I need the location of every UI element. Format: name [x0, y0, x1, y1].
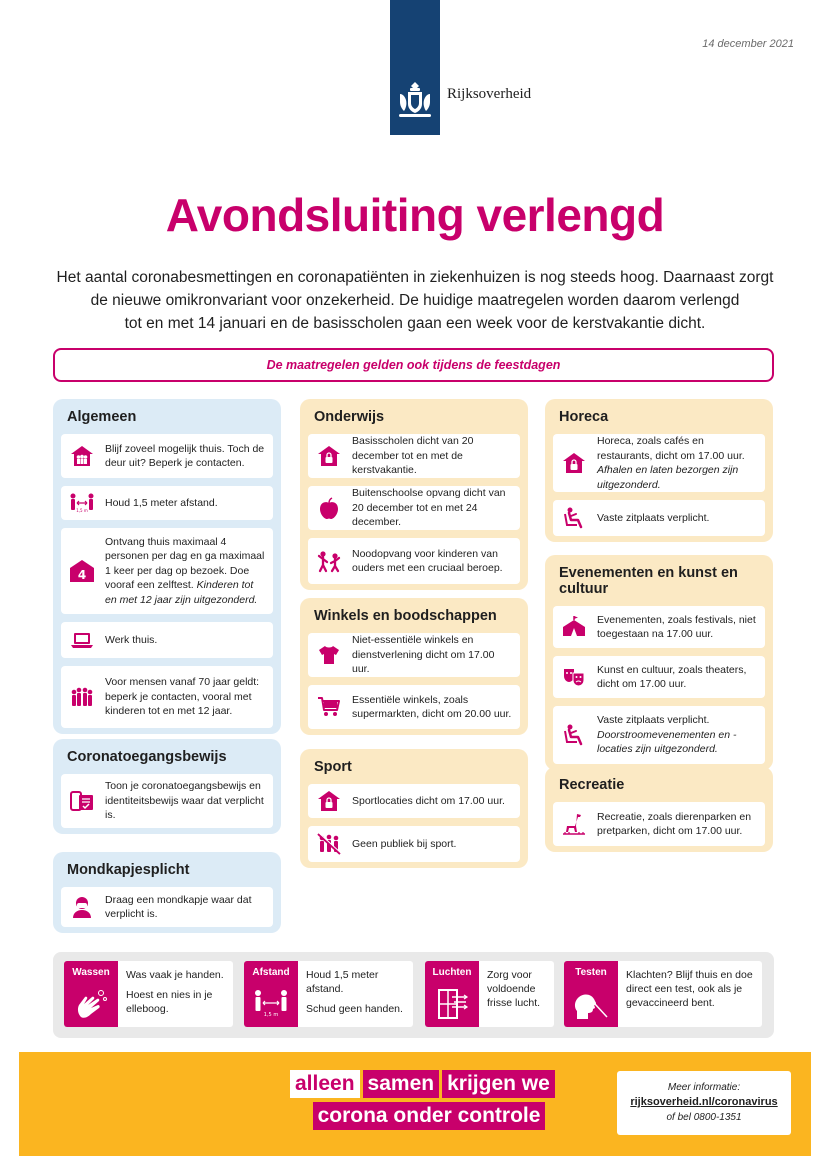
hygiene-strip: [53, 952, 774, 1038]
panel-title: Winkels en boodschappen: [314, 608, 497, 624]
seated-person-icon: [561, 723, 587, 747]
number-four-icon: [69, 559, 95, 583]
panel-title: Sport: [314, 759, 352, 775]
list-item: [553, 656, 765, 698]
item-text: Voor mensen vanaf 70 jaar geldt: beperk je contacten, vooral met kinderen tot en met 12 jaar.: [105, 676, 260, 718]
panel-evenementen: [545, 555, 773, 770]
hygiene-card-afstand: [244, 961, 413, 1027]
hygiene-badge: Afstand 1,5 m: [244, 961, 298, 1027]
campaign-slogan: [289, 1070, 569, 1134]
info-link[interactable]: rijksoverheid.nl/coronavirus: [630, 1096, 778, 1108]
logo-band: [390, 0, 440, 135]
svg-text:4: 4: [77, 568, 87, 582]
no-audience-icon: [316, 832, 342, 856]
panel-title: Evenementen en kunst en cultuur: [559, 565, 738, 597]
list-item: [61, 486, 273, 520]
item-text: Geen publiek bij sport.: [352, 837, 457, 850]
item-text: Basisscholen dicht van 20 december tot en met de kerstvakantie.: [352, 435, 474, 477]
item-text: Werk thuis.: [105, 633, 158, 646]
list-item: [553, 606, 765, 648]
item-text: Horeca, zoals cafés en restaurants, dicht om 17.00 uur. Afhalen en laten bezorgen zijn uitgezonderd.: [597, 435, 745, 491]
list-item: [308, 538, 520, 584]
list-item: [308, 486, 520, 530]
list-item: [308, 826, 520, 862]
page-title: Avondsluiting verlengd: [165, 189, 665, 241]
item-text: Draag een mondkapje waar dat verplicht is.: [105, 893, 252, 920]
house-lock-icon: [561, 451, 587, 475]
item-text: Noodopvang voor kinderen van ouders met een cruciaal beroep.: [352, 547, 503, 574]
group-people-icon: [69, 685, 95, 709]
panel-title: Algemeen: [67, 409, 137, 425]
list-item: [61, 666, 273, 728]
item-text: Essentiële winkels, zoals supermarkten, dicht om 20.00 uur.: [352, 693, 512, 720]
panel-mondkapjesplicht: [53, 852, 281, 933]
item-text: Blijf zoveel mogelijk thuis. Toch de deur uit? Beperk je contacten.: [105, 442, 265, 469]
hygiene-badge: Wassen: [64, 961, 118, 1027]
slogan-word: samen: [363, 1070, 440, 1098]
slogan-word: alleen: [290, 1070, 360, 1098]
hygiene-text: Houd 1,5 meter afstand. Schud geen handen.: [306, 969, 403, 1015]
test-swab-icon: [573, 987, 609, 1021]
logo-text: Rijksoverheid: [447, 86, 532, 102]
distance-icon: [253, 987, 289, 1021]
list-item: [308, 434, 520, 478]
list-item: [553, 802, 765, 846]
list-item: [553, 434, 765, 492]
hygiene-text: Klachten? Blijf thuis en doe direct een test, ook als je gevaccineerd bent.: [626, 969, 753, 1009]
circus-tent-icon: [561, 615, 587, 639]
item-text: Sportlocaties dicht om 17.00 uur.: [352, 794, 505, 807]
item-text: Recreatie, zoals dierenparken en pretparken, dicht om 17.00 uur.: [597, 810, 752, 837]
list-item: [61, 434, 273, 478]
list-item: [308, 685, 520, 729]
item-text: Houd 1,5 meter afstand.: [105, 496, 218, 509]
hygiene-text: Was vaak je handen. Hoest en nies in je elleboog.: [126, 969, 224, 1015]
shopping-cart-icon: [316, 695, 342, 719]
item-text: Ontvang thuis maximaal 4 personen per dag en ga maximaal 1 keer per dag op bezoek. Doe vooraf een zelftest. Kinderen tot en met 12 jaar zijn uitgezonderd.: [105, 535, 265, 606]
hand-wash-icon: [73, 987, 109, 1021]
house-lock-icon: [316, 789, 342, 813]
info-label: Meer informatie:: [667, 1082, 741, 1093]
panel-algemeen: [53, 399, 281, 734]
distance-icon: [69, 491, 95, 515]
item-text: Toon je coronatoegangsbewijs en identiteitsbewijs waar dat verplicht is.: [105, 780, 264, 822]
item-text: Vaste zitplaats verplicht.: [597, 511, 710, 524]
window-air-icon: [434, 987, 470, 1021]
svg-text:1,5 m: 1,5 m: [76, 508, 88, 513]
list-item: [308, 784, 520, 818]
item-text: Niet-essentiële winkels en dienstverlening dicht om 17.00 uur.: [352, 634, 495, 676]
item-text: Evenementen, zoals festivals, niet toegestaan na 17.00 uur.: [597, 613, 756, 640]
face-mask-icon: [69, 895, 95, 919]
more-info-box: [617, 1071, 791, 1135]
hygiene-card-luchten: [425, 961, 554, 1027]
panel-title: Coronatoegangsbewijs: [67, 749, 227, 765]
hygiene-card-wassen: [64, 961, 233, 1027]
hygiene-badge: Luchten: [425, 961, 479, 1027]
panel-title: Onderwijs: [314, 409, 385, 425]
intro-text: Het aantal coronabesmettingen en coronapatiënten in ziekenhuizen is nog steeds hoog. Daarnaast zorgt de nieuwe omikronvariant voor onzekerheid. De huidige maatregelen worden daarom verlengd tot en met 14 januari en de basisscholen gaan een week voor de kerstvakantie dicht.: [56, 269, 774, 332]
footer-banner: [19, 1052, 811, 1156]
list-item: [61, 887, 273, 927]
hygiene-text: Zorg voor voldoende frisse lucht.: [487, 969, 541, 1009]
house-people-icon: [69, 444, 95, 468]
list-item: [308, 633, 520, 677]
panel-title: Mondkapjesplicht: [67, 862, 190, 878]
giraffe-icon: [561, 812, 587, 836]
phone-document-icon: [69, 789, 95, 813]
info-phone: of bel 0800-1351: [666, 1112, 742, 1123]
panel-winkels: [300, 598, 528, 735]
list-item: [61, 622, 273, 658]
list-item: [61, 528, 273, 614]
seated-person-icon: [561, 506, 587, 530]
panel-title: Horeca: [559, 409, 609, 425]
holiday-notice: De maatregelen gelden ook tijdens de feestdagen: [53, 348, 774, 382]
svg-text:1,5 m: 1,5 m: [263, 1012, 279, 1018]
item-text: Buitenschoolse opvang dicht van 20 december tot en met 24 december.: [352, 487, 506, 529]
panel-recreatie: [545, 767, 773, 852]
laptop-icon: [69, 628, 95, 652]
theater-masks-icon: [561, 665, 587, 689]
rijkswapen-crest-icon: [395, 80, 435, 120]
apple-icon: [316, 496, 342, 520]
item-text: Vaste zitplaats verplicht. Doorstroomevenementen en -locaties zijn uitgezonderd.: [597, 714, 737, 756]
shirt-icon: [316, 643, 342, 667]
list-item: [61, 774, 273, 828]
slogan-word: krijgen we: [442, 1070, 555, 1098]
panel-coronatoegangsbewijs: [53, 739, 281, 834]
hygiene-card-testen: [564, 961, 762, 1027]
list-item: [553, 706, 765, 764]
children-icon: [316, 549, 342, 573]
panel-title: Recreatie: [559, 777, 625, 793]
panel-horeca: [545, 399, 773, 542]
panel-onderwijs: [300, 399, 528, 590]
hygiene-badge: Testen: [564, 961, 618, 1027]
slogan-word: corona onder controle: [313, 1102, 546, 1130]
panel-sport: [300, 749, 528, 868]
item-text: Kunst en cultuur, zoals theaters, dicht om 17.00 uur.: [597, 663, 747, 690]
house-lock-icon: [316, 444, 342, 468]
list-item: [553, 500, 765, 536]
publication-date: 14 december 2021: [702, 38, 794, 50]
